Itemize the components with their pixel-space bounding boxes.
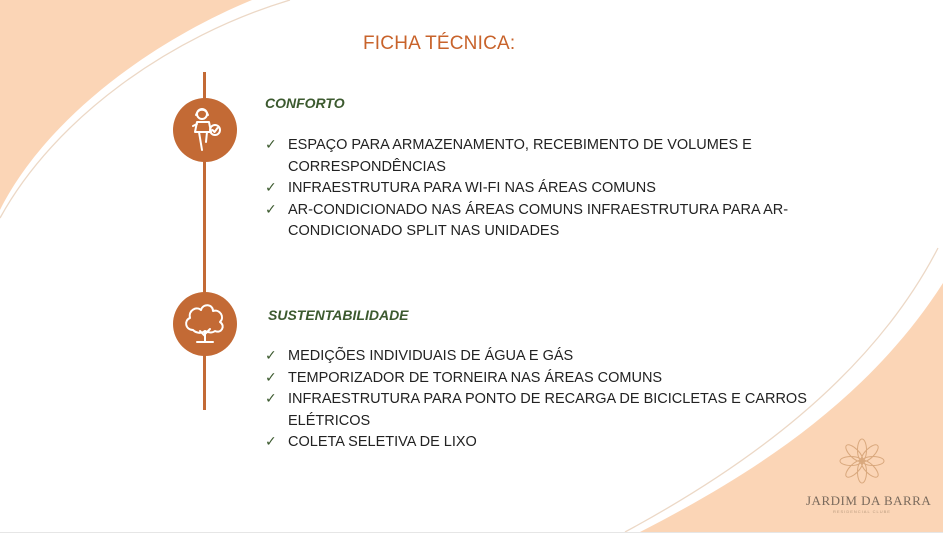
checkmark-icon: ✓ bbox=[265, 180, 277, 196]
brand-logo bbox=[806, 436, 932, 514]
list-item-text: MEDIÇÕES INDIVIDUAIS DE ÁGUA E GÁS bbox=[288, 348, 574, 364]
list-item-text: AR-CONDICIONADO NAS ÁREAS COMUNS INFRAESTRUTURA PARA AR-CONDICIONADO SPLIT NAS UNIDADES bbox=[288, 201, 789, 239]
sustentabilidade-icon-circle bbox=[173, 292, 237, 356]
list-item-text: INFRAESTRUTURA PARA PONTO DE RECARGA DE BICICLETAS E CARROS ELÉTRICOS bbox=[288, 391, 807, 429]
checkmark-icon: ✓ bbox=[265, 348, 277, 364]
checkmark-icon: ✓ bbox=[265, 137, 277, 153]
checkmark-icon: ✓ bbox=[265, 369, 277, 386]
list-item-text: ESPAÇO PARA ARMAZENAMENTO, RECEBIMENTO DE VOLUMES E CORRESPONDÊNCIAS bbox=[288, 137, 752, 175]
list-item bbox=[265, 389, 810, 432]
list-item bbox=[265, 200, 805, 243]
tree-icon bbox=[173, 292, 237, 356]
section-heading: CONFORTO bbox=[265, 95, 345, 111]
logo-name: JARDIM DA BARRA bbox=[806, 493, 932, 508]
checkmark-icon: ✓ bbox=[265, 201, 277, 218]
list-item bbox=[265, 178, 805, 200]
list-item-text: INFRAESTRUTURA PARA WI-FI NAS ÁREAS COMUNS bbox=[288, 180, 656, 196]
list-item bbox=[265, 346, 810, 368]
list-item bbox=[265, 432, 810, 454]
sustentabilidade-list bbox=[265, 346, 810, 454]
list-item-text: COLETA SELETIVA DE LIXO bbox=[288, 434, 477, 450]
section-heading: SUSTENTABILIDADE bbox=[268, 307, 409, 323]
checkmark-icon: ✓ bbox=[265, 434, 277, 450]
conforto-list bbox=[265, 135, 805, 243]
flower-logo-icon bbox=[835, 436, 889, 486]
page-title: FICHA TÉCNICA: bbox=[363, 33, 516, 54]
logo-tagline: RESIDENCIAL CLUBE bbox=[833, 509, 891, 514]
conforto-icon-circle bbox=[173, 98, 237, 162]
list-item-text: TEMPORIZADOR DE TORNEIRA NAS ÁREAS COMUNS bbox=[288, 369, 663, 386]
list-item bbox=[265, 135, 805, 178]
checkmark-icon: ✓ bbox=[265, 391, 277, 407]
person-relaxing-icon bbox=[173, 98, 237, 162]
list-item bbox=[265, 368, 810, 390]
